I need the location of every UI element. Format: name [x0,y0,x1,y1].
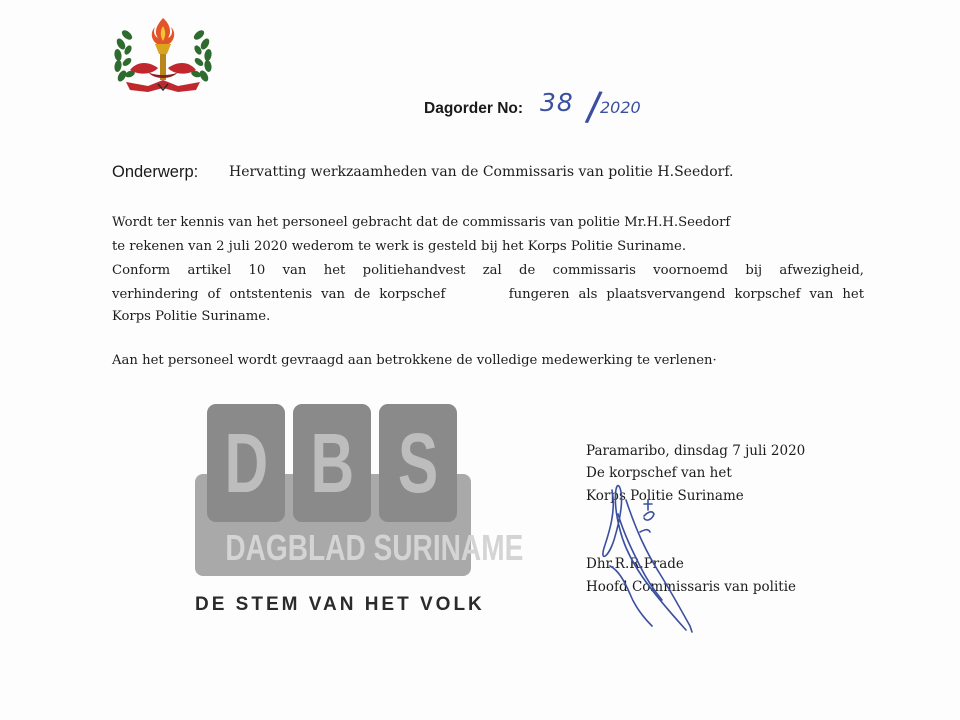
watermark-letter: S [397,416,439,510]
body-line: Korps Politie Suriname. [112,309,271,324]
subject-label: Onderwerp: [112,163,199,181]
order-slash: / [583,83,604,131]
handwritten-signature [590,470,720,645]
order-label: Dagorder No: [424,100,524,117]
place-date: Paramaribo, dinsdag 7 juli 2020 [586,443,806,459]
watermark-letter-box [379,404,457,522]
police-emblem-logo [108,14,218,94]
body-request-line: Aan het personeel wordt gevraagd aan betrokkene de volledige medewerking te verlenen· [112,353,717,368]
watermark-publication-name: DAGBLAD SURINAME [225,527,524,568]
body-line: te rekenen van 2 juli 2020 wederom te werk is gesteld bij het Korps Politie Suriname. [112,239,687,254]
body-line: Wordt ter kennis van het personeel gebracht dat de commissaris van politie Mr.H.H.Seedorf [112,215,731,230]
watermark-letter: B [310,416,354,510]
order-year-handwritten: 2020 [600,98,641,117]
order-number-handwritten: 38 [540,88,574,117]
signatory-role-line2: Korps Politie Suriname [586,488,744,504]
body-line: verhindering of ontstentenis van de korpschef fungeren als plaatsvervangend korpschef van het [112,287,864,302]
signatory-role-line1: De korpschef van het [586,465,732,481]
watermark-letter: D [224,416,268,510]
dbs-watermark [195,404,524,619]
watermark-slogan: DE STEM VAN HET VOLK [195,594,485,615]
watermark-letter-box [293,404,371,522]
signatory-title: Hoofd Commissaris van politie [586,579,797,595]
body-line: Conform artikel 10 van het politiehandvest zal de commissaris voornoemd bij afwezigheid, [112,263,864,278]
subject-text: Hervatting werkzaamheden van de Commissaris van politie H.Seedorf. [229,164,734,180]
watermark-letter-box [207,404,285,522]
signatory-name: Dhr.R.R.Prade [586,556,684,572]
